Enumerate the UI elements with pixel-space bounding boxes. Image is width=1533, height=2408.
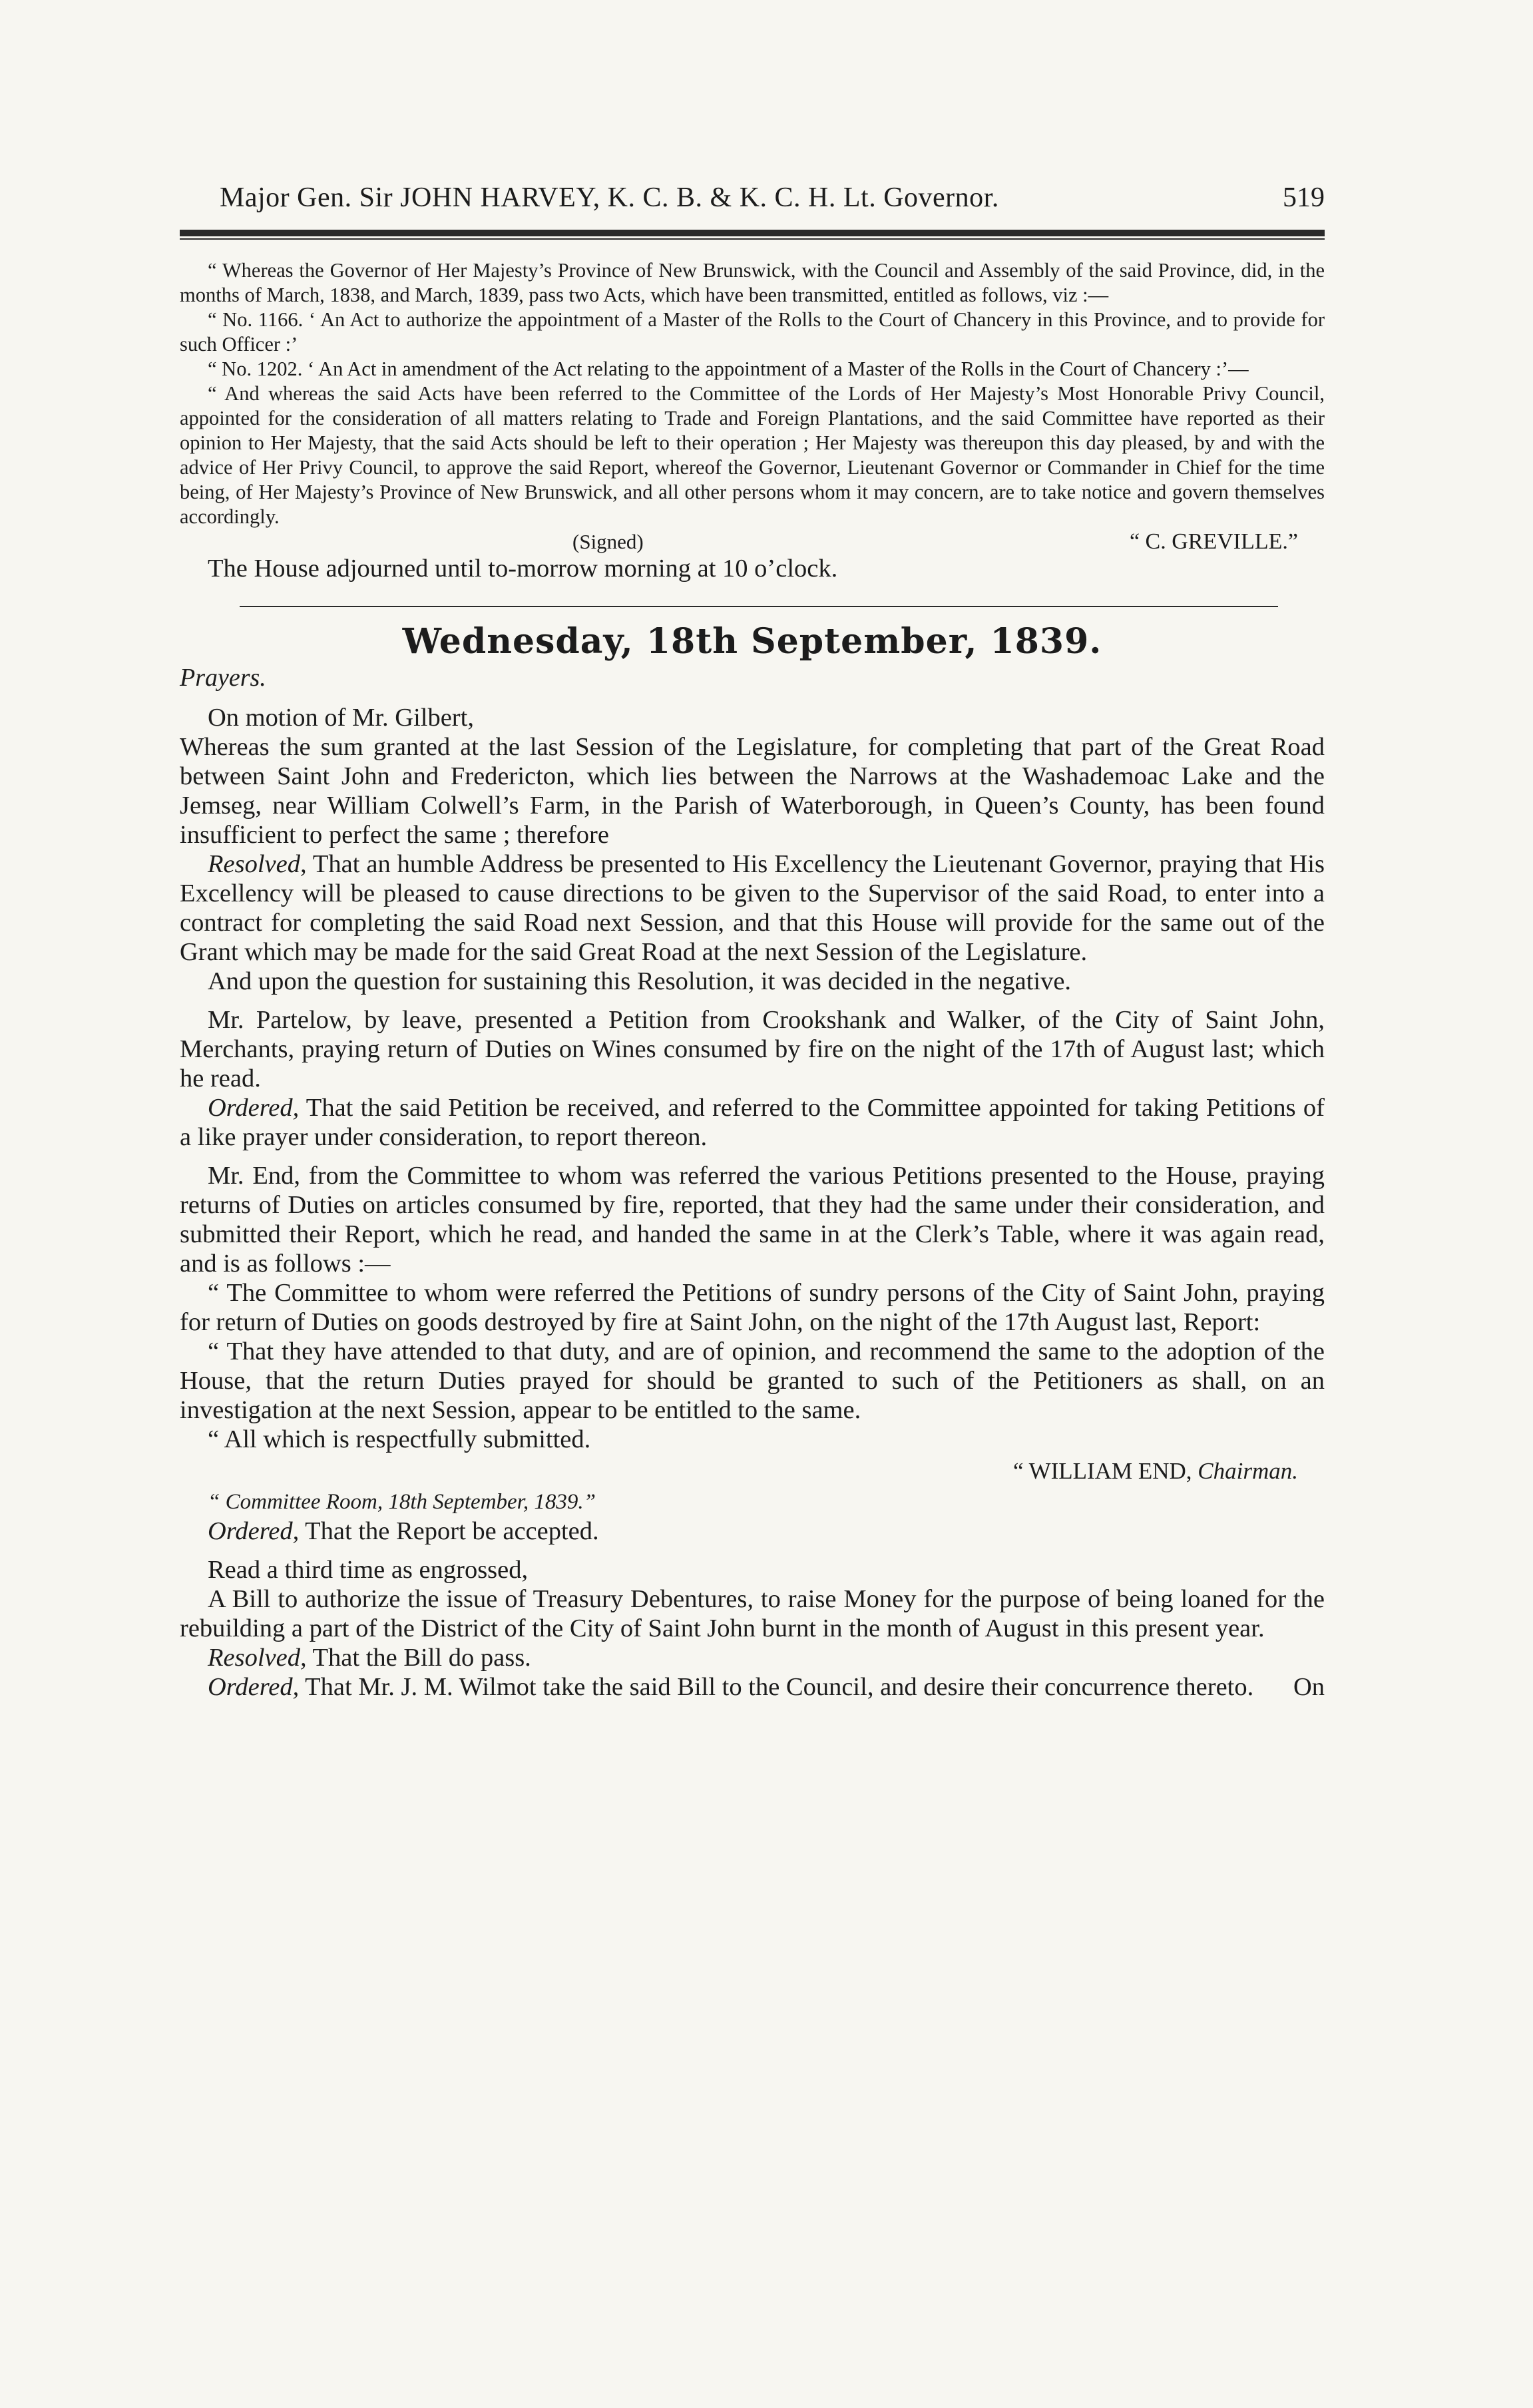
order-paragraph: “ Whereas the Governor of Her Majesty’s Province of New Brunswick, with the Council and Assembly of the said Province, did, in the months of March, 1838, and March, 1839, pass two Acts, which have been transmitted, entitled as follows, viz :— — [180, 259, 1325, 306]
adjournment-note: The House adjourned until to-morrow morning at 10 o’clock. — [208, 555, 838, 583]
resolved-label: Resolved, — [208, 850, 307, 878]
header-rule-thick — [180, 230, 1325, 236]
motion-decision: And upon the question for sustaining this Resolution, it was decided in the negative. — [208, 967, 1072, 995]
ordered-text: That Mr. J. M. Wilmot take the said Bill to the Council, and desire their concurrence thereto. — [299, 1673, 1254, 1701]
document-page — [180, 176, 1325, 1702]
page-number: 519 — [1283, 182, 1325, 213]
header-rule-thin — [180, 238, 1325, 240]
signatory: “ C. GREVILLE.” — [1129, 529, 1298, 554]
committee-ordered — [180, 1517, 1325, 1546]
ordered-label: Ordered, — [208, 1517, 300, 1545]
committee-report: “ The Committee to whom were referred the Petitions of sundry persons of the City of Saint John, praying for return of Duties on goods destroyed by fire at Saint John, on the night of the 17th August last, Report: — [180, 1279, 1325, 1336]
resolved-label: Resolved, — [208, 1644, 307, 1672]
bill-resolved — [180, 1643, 1325, 1672]
bill-intro: Read a third time as engrossed, — [208, 1556, 529, 1584]
motion-whereas: Whereas the sum granted at the last Session of the Legislature, for completing that part of the Great Road between Saint John and Fredericton, which lies between the Narrows at the Washademoac Lake and the Jemseg, near William Colwell’s Farm, in the Parish of Waterborough, in Queen’s County, has been found insufficient to perfect the same ; therefore — [180, 733, 1325, 849]
resolved-text: That an humble Address be presented to His Excellency the Lieutenant Governor, praying that His Excellency will be pleased to cause directions to be given to the Supervisor of the said Road, to enter into a contract for completing the said Road next Session, and that this House will provide for the same out of the Grant which may be made for the said Great Road at the next Session of the Legislature. — [180, 850, 1325, 966]
ordered-text: That the Report be accepted. — [299, 1517, 599, 1545]
bill-text: A Bill to authorize the issue of Treasury Debentures, to raise Money for the purpose of being loaned for the rebuilding a part of the District of the City of Saint John burnt in the month of August in this present year. — [180, 1585, 1325, 1642]
committee-intro: Mr. End, from the Committee to whom was referred the various Petitions presented to the House, praying returns of Duties on articles consumed by fire, reported, that they had the same under their consideration, and submitted their Report, which he read, and handed the same in at the Clerk’s Table, where it was again read, and is as follows :— — [180, 1162, 1325, 1278]
order-paragraph: “ And whereas the said Acts have been referred to the Committee of the Lords of Her Majesty’s Most Honorable Privy Council, appointed for the consideration of all matters relating to Trade and Foreign Plantations, and the said Committee have reported as their opinion to Her Majesty, that the said Acts should be left to their operation ; Her Majesty was thereupon this day pleased, by and with the advice of Her Privy Council, to approve the said Report, whereof the Governor, Lieutenant Governor or Commander in Chief for the time being, of Her Majesty’s Province of New Brunswick, and all other persons whom it may concern, are to take notice and govern themselves accordingly. — [180, 382, 1325, 528]
date-heading: Wednesday, 18th September, 1839. — [402, 621, 1102, 662]
motion-intro: On motion of Mr. Gilbert, — [208, 704, 474, 732]
proceedings — [180, 554, 1325, 1702]
petition-text: Mr. Partelow, by leave, presented a Petition from Crookshank and Walker, of the City of Saint John, Merchants, praying return of Duties on Wines consumed by fire on the night of the 17th of August last; which he read. — [180, 1006, 1325, 1092]
chairman-signature — [180, 1454, 1325, 1487]
ordered-text: That the said Petition be received, and referred to the Committee appointed for taking Petitions of a like prayer under consideration, to report thereon. — [180, 1094, 1325, 1151]
running-title: Major Gen. Sir JOHN HARVEY, K. C. B. & K. C. H. Lt. Governor. — [220, 182, 999, 213]
bill-ordered — [180, 1672, 1325, 1702]
order-paragraph: “ No. 1202. ‘ An Act in amendment of the Act relating to the appointment of a Master of the Rolls in the Court of Chancery :’— — [208, 358, 1249, 380]
ordered-label: Ordered, — [208, 1673, 300, 1701]
chairman-title: Chairman. — [1192, 1458, 1298, 1484]
committee-report: “ All which is respectfully submitted. — [208, 1425, 591, 1453]
signed-label: (Signed) — [572, 530, 644, 553]
petition-ordered — [180, 1093, 1325, 1152]
order-paragraph: “ No. 1166. ‘ An Act to authorize the appointment of a Master of the Rolls to the Court of Chancery in this Province, and to provide for such Officer :’ — [180, 308, 1325, 356]
order-signature — [180, 529, 1325, 554]
section-divider — [240, 606, 1278, 607]
running-header — [180, 176, 1325, 230]
committee-room-date: “ Committee Room, 18th September, 1839.” — [208, 1490, 596, 1514]
committee-report: “ That they have attended to that duty, and are of opinion, and recommend the same to the adoption of the House, that the return Duties prayed for should be granted to such of the Petitioners as shall, on an investigation at the next Session, appear to be entitled to the same. — [180, 1337, 1325, 1424]
motion-resolved — [180, 849, 1325, 967]
prayers-label: Prayers. — [180, 664, 266, 692]
ordered-label: Ordered, — [208, 1094, 300, 1122]
order-in-council — [180, 258, 1325, 554]
chairman-name: “ WILLIAM END, — [1012, 1458, 1192, 1484]
resolved-text: That the Bill do pass. — [306, 1644, 531, 1672]
catchword: On — [1293, 1673, 1325, 1701]
